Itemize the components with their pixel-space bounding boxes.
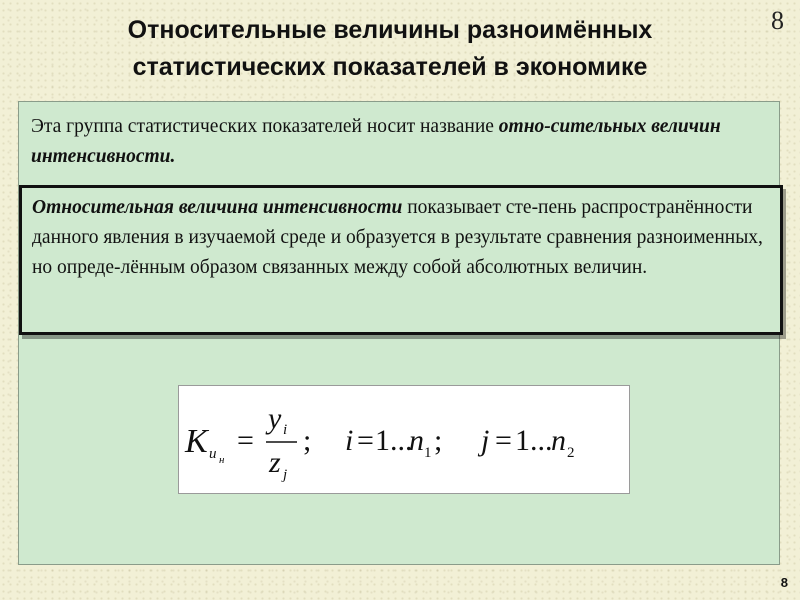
- intro-paragraph: [31, 112, 771, 172]
- formula-denominator-sub: j: [283, 467, 288, 483]
- definition-text: показывает сте-пень распространённости данного явления в изучаемой среде и образуется в результате сравнения разноименных, но опреде-лённым образом связанных между собой абсолютных величин.: [32, 197, 763, 278]
- intro-emphasis: отно-сительных величин интенсивности.: [31, 116, 721, 167]
- formula-numerator-sub: i: [283, 422, 288, 438]
- formula-lhs-symbol: K: [185, 423, 208, 460]
- formula-j-end: n: [551, 424, 566, 457]
- formula-box: [178, 385, 630, 494]
- definition-box: [19, 185, 783, 335]
- slide-title-line-1: Относительные величины разноимённых: [127, 16, 653, 44]
- formula-i-equals: =: [357, 424, 374, 457]
- formula-j-var: j: [481, 424, 490, 457]
- formula-i-start: 1...: [375, 424, 413, 457]
- formula-lhs-subsubscript: н: [219, 454, 225, 466]
- formula-separator-2: ;: [434, 424, 443, 457]
- formula-i-end-sub: 1: [424, 445, 432, 461]
- formula-j-end-sub: 2: [567, 445, 575, 461]
- slide-title: [40, 12, 740, 86]
- formula-j-equals: =: [495, 424, 512, 457]
- formula-separator-1: ;: [303, 424, 312, 457]
- formula-denominator: z: [269, 446, 281, 479]
- formula-i-var: i: [345, 424, 354, 457]
- formula-lhs-subscript: и: [209, 446, 217, 462]
- formula-equals: =: [237, 424, 254, 457]
- slide-number-bottom: 8: [780, 575, 788, 590]
- formula-j-start: 1...: [515, 424, 553, 457]
- slide-title-line-2: статистических показателей в экономике: [132, 53, 648, 81]
- intro-text: Эта группа статистических показателей носит название: [31, 116, 499, 137]
- formula-i-end: n: [409, 424, 424, 457]
- content-panel: [18, 101, 780, 565]
- formula-svg: [179, 386, 631, 495]
- slide-number-top: 8: [771, 6, 784, 35]
- formula-numerator: y: [268, 402, 282, 435]
- definition-term: Относительная величина интенсивности: [32, 197, 403, 218]
